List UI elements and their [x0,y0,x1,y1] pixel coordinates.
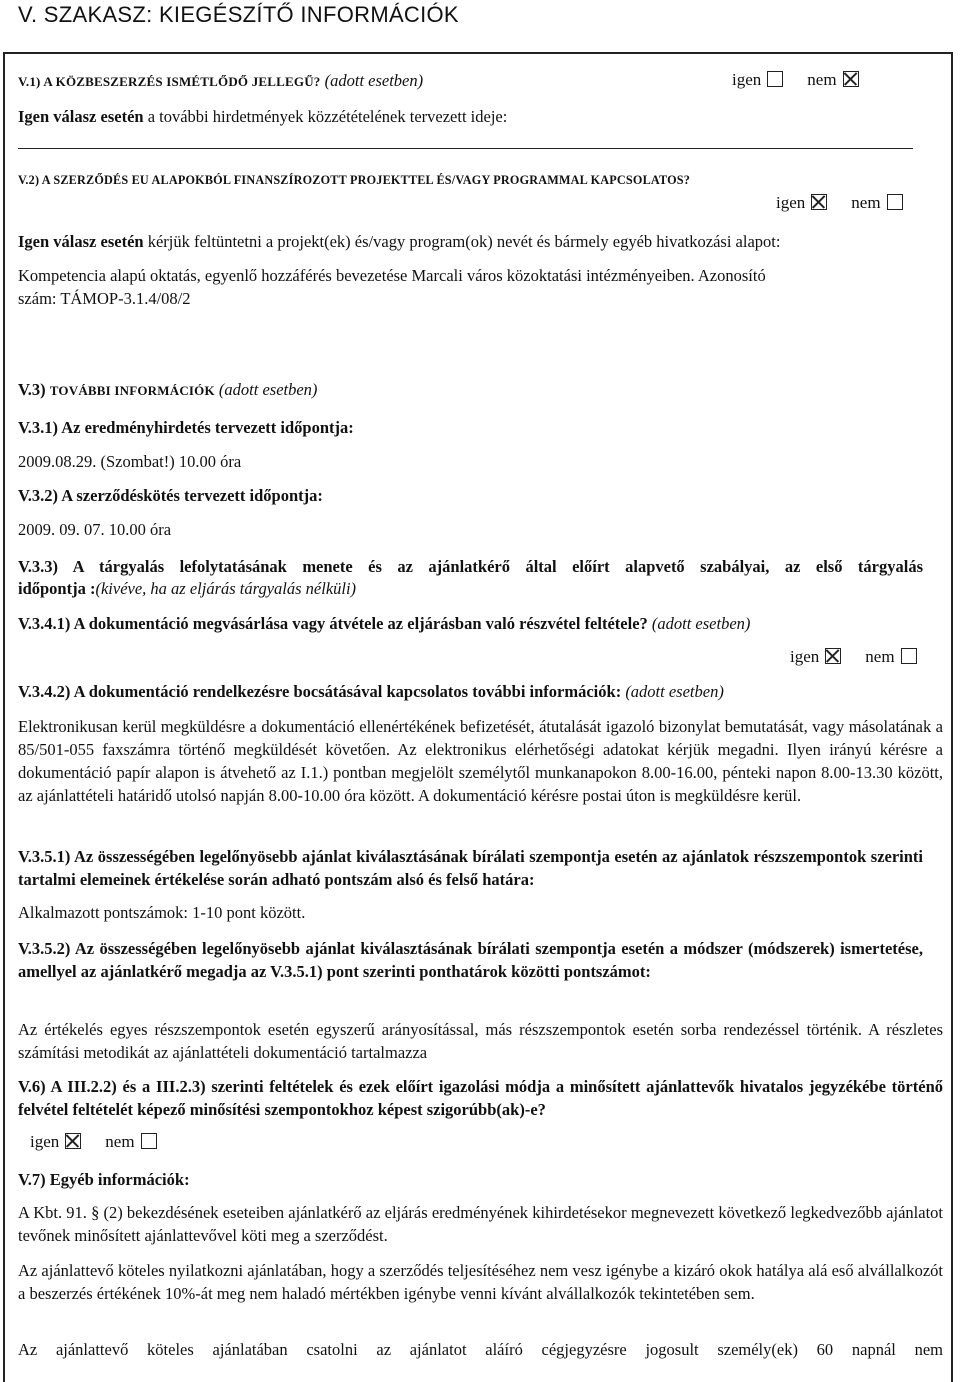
v1-followup-text: a további hirdetmények közzétételének tervezett ideje: [147,107,508,126]
v341-note: (adott esetben) [651,614,751,633]
v3-heading [18,378,317,402]
v342-text: Elektronikusan kerül megküldésre a dokumentáció ellenértékének befizetését, átutalását igazoló bizonylat bemutatását, vagy másolatának a 85/501-055 faxszámra történő megküldését követően. Az elektronikus elérhetőségi adatokat kérjük megadni. Ilyen irányú kérésre a dokumentáció papír alapon is átvehető az I.1.) pontban megjelölt személytől munkanapokon 8.00-16.00, pénteki napon 8.00-13.30 között, az ajánlattételi határidő utolsó napján 8.00-10.00 óra között. A dokumentáció kérésre postai úton is megküldésre kerül. [18,717,943,805]
v341-igen-checkbox[interactable] [825,648,841,664]
v2-followup [18,230,780,253]
v342-question [18,680,724,703]
v1-label: V.1) A KÖZBESZERZÉS ISMÉTLŐDŐ JELLEGŰ? [18,74,321,89]
v2-followup-text: kérjük feltüntetni a projekt(ek) és/vagy program(ok) nevét és bármely egyéb hivatkozási alapot: [147,232,781,251]
v351-value: Alkalmazott pontszámok: 1-10 pont között. [18,903,306,922]
v3-note: (adott esetben) [218,380,318,399]
v2-project-line-1: Kompetencia alapú oktatás, egyenlő hozzáférés bevezetése Marcali város közoktatási intézményeiben. Azonosító [18,266,766,285]
v32-label: V.3.2) A szerződéskötés tervezett időpontja: [18,486,323,505]
v2-igen-label: igen [776,193,806,212]
v342-note: (adott esetben) [625,682,724,701]
v341-igen-label: igen [790,647,820,666]
v1-choice [732,70,859,90]
v2-igen-checkbox[interactable] [811,194,827,210]
v1-nem-label: nem [807,70,837,89]
v33-label-line-2 [18,577,356,600]
v6-label: V.6) A III.2.2) és a III.2.3) szerinti feltételek és ezek előírt igazolási módja a minősített ajánlattevők hivatalos jegyzékébe történő felvétel feltételét képező minősítési szempontokhoz képest szigorúbb(ak)-e? [18,1077,943,1119]
v2-project-line-2: szám: TÁMOP-3.1.4/08/2 [18,289,191,308]
section-title: V. SZAKASZ: KIEGÉSZÍTŐ INFORMÁCIÓK [18,2,459,27]
v3-label-caps: TOVÁBBI INFORMÁCIÓK [49,383,215,398]
v2-label: V.2) A SZERZŐDÉS EU ALAPOKBÓL FINANSZÍROZOTT PROJEKTTEL ÉS/VAGY PROGRAMMAL KAPCSOLATOS? [18,173,691,187]
v2-nem-label: nem [851,193,881,212]
v352-label: V.3.5.2) Az összességében legelőnyösebb ajánlat kiválasztásának bírálati szempontja esetén a módszer (módszerek) ismertetése, amellyel az ajánlatkérő megadja az V.3.5.1) pont szerinti ponthatárok közötti pontszámot: [18,939,923,981]
v1-igen-label: igen [732,70,762,89]
v31-label: V.3.1) Az eredményhirdetés tervezett időpontja: [18,418,354,437]
v2-nem-checkbox[interactable] [887,194,903,210]
v7-label: V.7) Egyéb információk: [18,1170,190,1189]
v6-nem-checkbox[interactable] [141,1133,157,1149]
v341-label: V.3.4.1) A dokumentáció megvásárlása vagy átvétele az eljárásban való részvétel feltétele? [18,614,648,633]
v1-note: (adott esetben) [324,71,424,90]
v2-question [18,167,690,192]
v6-choice [30,1132,157,1152]
v32-value: 2009. 09. 07. 10.00 óra [18,520,172,539]
v341-choice [790,647,917,667]
v2-followup-bold: Igen válasz esetén [18,232,144,251]
v1-igen-checkbox[interactable] [767,71,783,87]
v341-nem-checkbox[interactable] [901,648,917,664]
v341-nem-label: nem [865,647,895,666]
v6-igen-checkbox[interactable] [65,1133,81,1149]
v342-label: V.3.4.2) A dokumentáció rendelkezésre bocsátásával kapcsolatos további információk: [18,682,622,701]
v7-paragraph-3: Az ajánlattevő köteles ajánlatában csatolni az ajánlatot aláíró cégjegyzésre jogosult személy(ek) 60 napnál nem [18,1340,943,1359]
v33-note: (kivéve, ha az eljárás tárgyalás nélküli) [95,579,357,598]
v1-answer-line [18,148,913,149]
v7-paragraph-2: Az ajánlattevő köteles nyilatkozni ajánlatában, hogy a szerződés teljesítéséhez nem vesz igénybe a kizáró okok hatálya alá eső alvállalkozót a beszerzés értékének 10%-át meg nem haladó mértékben igénybe venni kívánt alvállalkozók tekintetében sem. [18,1261,943,1303]
v1-followup-bold: Igen válasz esetén [18,107,144,126]
v352-text: Az értékelés egyes részszempontok esetén egyszerű arányosítással, más részszempontok esetén sorba rendezéssel történik. A részletes számítási metodikát az ajánlattételi dokumentáció tartalmazza [18,1020,943,1062]
v33-label-line-1: V.3.3) A tárgyalás lefolytatásának menete és az ajánlatkérő által előírt alapvető szabályai, az első tárgyalás [18,557,923,576]
v3-label-prefix: V.3) [18,380,50,399]
v1-nem-checkbox[interactable] [843,71,859,87]
v1-followup [18,105,507,128]
v6-nem-label: nem [105,1132,135,1151]
v1-question [18,69,423,93]
v31-value: 2009.08.29. (Szombat!) 10.00 óra [18,452,242,471]
v6-igen-label: igen [30,1132,60,1151]
v341-question [18,612,750,635]
v2-choice [776,193,903,213]
v351-label: V.3.5.1) Az összességében legelőnyösebb ajánlat kiválasztásának bírálati szempontja esetén az ajánlatok részszempontok szerinti tartalmi elemeinek értékelése során adható pontszám alsó és felső határa: [18,847,923,889]
v7-paragraph-1: A Kbt. 91. § (2) bekezdésének eseteiben ajánlatkérő az eljárás eredményének kihirdetésekor megnevezett következő legkedvezőbb ajánlatot tevőnek minősített ajánlattevővel köti meg a szerződést. [18,1203,943,1245]
v33-label-tail: időpontja : [18,579,96,598]
